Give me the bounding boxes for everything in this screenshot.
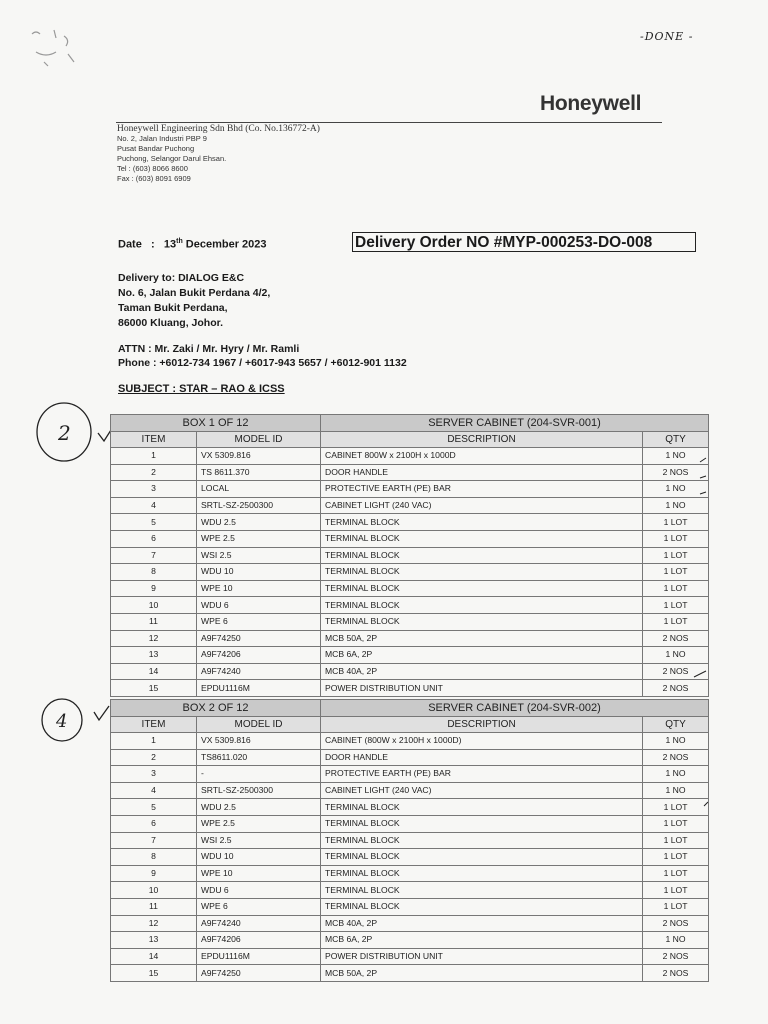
date-day-suffix: th [176, 238, 183, 245]
model-id-cell: WSI 2.5 [197, 547, 321, 564]
table-row [111, 915, 709, 932]
col-item-header: ITEM [111, 432, 197, 448]
table-row [111, 832, 709, 849]
item-number-cell: 6 [111, 530, 197, 547]
model-id-cell: TS 8611.370 [197, 464, 321, 481]
table-row [111, 547, 709, 564]
item-number-cell: 13 [111, 647, 197, 664]
item-number-cell: 5 [111, 514, 197, 531]
company-address-line: No. 2, Jalan Industri PBP 9 [117, 134, 207, 143]
table-row [111, 799, 709, 816]
col-item-header: ITEM [111, 717, 197, 733]
description-cell: TERMINAL BLOCK [321, 514, 643, 531]
description-cell: TERMINAL BLOCK [321, 564, 643, 581]
item-number-cell: 12 [111, 915, 197, 932]
item-number-cell: 15 [111, 680, 197, 697]
model-id-cell: A9F74206 [197, 647, 321, 664]
company-phone: Tel : (603) 8066 8600 [117, 164, 188, 173]
item-number-cell: 4 [111, 497, 197, 514]
box-label: BOX 1 OF 12 [111, 415, 321, 432]
item-number-cell: 11 [111, 898, 197, 915]
description-cell: POWER DISTRIBUTION UNIT [321, 680, 643, 697]
quantity-cell: 1 LOT [643, 882, 709, 899]
model-id-cell: VX 5309.816 [197, 448, 321, 465]
model-id-cell: WDU 6 [197, 597, 321, 614]
company-name: Honeywell Engineering Sdn Bhd (Co. No.136772-A) [117, 124, 320, 134]
description-cell: CABINET LIGHT (240 VAC) [321, 497, 643, 514]
cabinet-label: SERVER CABINET (204-SVR-002) [321, 700, 709, 717]
table-row [111, 448, 709, 465]
table-row [111, 865, 709, 882]
description-cell: CABINET LIGHT (240 VAC) [321, 782, 643, 799]
description-cell: MCB 50A, 2P [321, 965, 643, 982]
description-cell: TERMINAL BLOCK [321, 832, 643, 849]
scan-smudge [24, 24, 94, 70]
company-block [117, 124, 320, 184]
hand-check-icon [94, 706, 109, 720]
delivery-to-line: Delivery to: DIALOG E&C [118, 272, 245, 284]
item-number-cell: 1 [111, 448, 197, 465]
company-fax: Fax : (603) 8091 6909 [117, 174, 191, 183]
item-number-cell: 4 [111, 782, 197, 799]
quantity-cell: 1 NO [643, 766, 709, 783]
quantity-cell: 2 NOS [643, 630, 709, 647]
model-id-cell: TS8611.020 [197, 749, 321, 766]
description-cell: TERMINAL BLOCK [321, 613, 643, 630]
cabinet-label: SERVER CABINET (204-SVR-001) [321, 415, 709, 432]
table-row [111, 613, 709, 630]
date-row [118, 238, 267, 251]
item-number-cell: 3 [111, 481, 197, 498]
model-id-cell: EPDU1116M [197, 680, 321, 697]
box-label: BOX 2 OF 12 [111, 700, 321, 717]
hand-circle-2 [42, 699, 82, 741]
quantity-cell: 1 LOT [643, 815, 709, 832]
description-cell: DOOR HANDLE [321, 464, 643, 481]
model-id-cell: WDU 2.5 [197, 514, 321, 531]
table-row [111, 733, 709, 750]
quantity-cell: 1 LOT [643, 547, 709, 564]
quantity-cell: 1 LOT [643, 514, 709, 531]
box-2-body [111, 700, 709, 982]
description-cell: CABINET (800W x 2100H x 1000D) [321, 733, 643, 750]
delivery-address-line: Taman Bukit Perdana, [118, 302, 228, 314]
table-row [111, 898, 709, 915]
description-cell: PROTECTIVE EARTH (PE) BAR [321, 481, 643, 498]
model-id-cell: WDU 6 [197, 882, 321, 899]
model-id-cell: A9F74240 [197, 663, 321, 680]
item-number-cell: 5 [111, 799, 197, 816]
table-row [111, 782, 709, 799]
phone-line: Phone : +6012-734 1967 / +6017-943 5657 / +6012-901 1132 [118, 357, 407, 369]
box-2-table [110, 699, 709, 982]
description-cell: TERMINAL BLOCK [321, 580, 643, 597]
item-number-cell: 10 [111, 882, 197, 899]
quantity-cell: 1 LOT [643, 564, 709, 581]
description-cell: TERMINAL BLOCK [321, 530, 643, 547]
model-id-cell: WPE 6 [197, 613, 321, 630]
hand-circle-1 [37, 403, 91, 461]
item-number-cell: 8 [111, 564, 197, 581]
quantity-cell: 2 NOS [643, 948, 709, 965]
date-label: Date [118, 238, 142, 251]
description-cell: MCB 6A, 2P [321, 647, 643, 664]
table-row [111, 766, 709, 783]
quantity-cell: 1 NO [643, 782, 709, 799]
description-cell: MCB 50A, 2P [321, 630, 643, 647]
box-1-body [111, 415, 709, 697]
model-id-cell: A9F74240 [197, 915, 321, 932]
item-number-cell: 10 [111, 597, 197, 614]
item-number-cell: 15 [111, 965, 197, 982]
model-id-cell: LOCAL [197, 481, 321, 498]
item-number-cell: 14 [111, 663, 197, 680]
item-number-cell: 7 [111, 832, 197, 849]
quantity-cell: 1 NO [643, 481, 709, 498]
subject-line: SUBJECT : STAR – RAO & ICSS [118, 383, 285, 395]
table-row [111, 815, 709, 832]
attention-block [118, 342, 407, 370]
item-number-cell: 2 [111, 464, 197, 481]
item-number-cell: 2 [111, 749, 197, 766]
quantity-cell: 2 NOS [643, 749, 709, 766]
table-row [111, 481, 709, 498]
table-row [111, 663, 709, 680]
quantity-cell: 1 LOT [643, 898, 709, 915]
model-id-cell: WPE 2.5 [197, 530, 321, 547]
handwritten-done-note: -DONE - [640, 30, 694, 43]
description-cell: MCB 40A, 2P [321, 915, 643, 932]
quantity-cell: 1 LOT [643, 865, 709, 882]
model-id-cell: WPE 2.5 [197, 815, 321, 832]
model-id-cell: SRTL-SZ-2500300 [197, 497, 321, 514]
table-row [111, 464, 709, 481]
quantity-cell: 2 NOS [643, 680, 709, 697]
col-qty-header: QTY [643, 432, 709, 448]
delivery-address [118, 271, 270, 331]
col-model-header: MODEL ID [197, 717, 321, 733]
table-row [111, 680, 709, 697]
quantity-cell: 2 NOS [643, 464, 709, 481]
table-row [111, 630, 709, 647]
model-id-cell: SRTL-SZ-2500300 [197, 782, 321, 799]
quantity-cell: 1 NO [643, 932, 709, 949]
model-id-cell: A9F74206 [197, 932, 321, 949]
quantity-cell: 1 LOT [643, 799, 709, 816]
description-cell: POWER DISTRIBUTION UNIT [321, 948, 643, 965]
company-address-line: Puchong, Selangor Darul Ehsan. [117, 154, 227, 163]
table-row [111, 932, 709, 949]
company-address-line: Pusat Bandar Puchong [117, 144, 195, 153]
model-id-cell: WSI 2.5 [197, 832, 321, 849]
item-number-cell: 12 [111, 630, 197, 647]
item-number-cell: 7 [111, 547, 197, 564]
quantity-cell: 1 NO [643, 647, 709, 664]
item-number-cell: 11 [111, 613, 197, 630]
honeywell-logo: Honeywell [540, 92, 642, 115]
model-id-cell: EPDU1116M [197, 948, 321, 965]
item-number-cell: 9 [111, 580, 197, 597]
description-cell: PROTECTIVE EARTH (PE) BAR [321, 766, 643, 783]
table-row [111, 965, 709, 982]
header-rule [116, 122, 662, 123]
model-id-cell: A9F74250 [197, 965, 321, 982]
box-header-row [111, 700, 709, 717]
table-row [111, 580, 709, 597]
description-cell: TERMINAL BLOCK [321, 799, 643, 816]
description-cell: CABINET 800W x 2100H x 1000D [321, 448, 643, 465]
description-cell: MCB 6A, 2P [321, 932, 643, 949]
hand-circle-2-number: 4 [56, 711, 68, 732]
quantity-cell: 2 NOS [643, 663, 709, 680]
description-cell: TERMINAL BLOCK [321, 597, 643, 614]
item-number-cell: 3 [111, 766, 197, 783]
description-cell: TERMINAL BLOCK [321, 865, 643, 882]
table-row [111, 514, 709, 531]
quantity-cell: 1 LOT [643, 613, 709, 630]
item-number-cell: 9 [111, 865, 197, 882]
table-row [111, 849, 709, 866]
delivery-address-line: 86000 Kluang, Johor. [118, 317, 224, 329]
quantity-cell: 1 LOT [643, 530, 709, 547]
date-month-year: December 2023 [185, 238, 267, 251]
model-id-cell: WDU 2.5 [197, 799, 321, 816]
delivery-address-line: No. 6, Jalan Bukit Perdana 4/2, [118, 287, 271, 299]
description-cell: TERMINAL BLOCK [321, 547, 643, 564]
description-cell: DOOR HANDLE [321, 749, 643, 766]
quantity-cell: 1 LOT [643, 580, 709, 597]
model-id-cell: WDU 10 [197, 564, 321, 581]
description-cell: TERMINAL BLOCK [321, 882, 643, 899]
quantity-cell: 1 NO [643, 733, 709, 750]
model-id-cell: WPE 10 [197, 865, 321, 882]
col-model-header: MODEL ID [197, 432, 321, 448]
date-day: 13 [163, 238, 177, 251]
item-number-cell: 1 [111, 733, 197, 750]
hand-circle-1-number: 2 [58, 421, 71, 445]
col-qty-header: QTY [643, 717, 709, 733]
item-number-cell: 14 [111, 948, 197, 965]
quantity-cell: 2 NOS [643, 915, 709, 932]
table-row [111, 530, 709, 547]
box-header-row [111, 415, 709, 432]
quantity-cell: 1 LOT [643, 849, 709, 866]
quantity-cell: 2 NOS [643, 965, 709, 982]
date-separator: : [151, 238, 155, 251]
col-description-header: DESCRIPTION [321, 432, 643, 448]
table-row [111, 948, 709, 965]
item-number-cell: 13 [111, 932, 197, 949]
table-row [111, 882, 709, 899]
delivery-order-number: Delivery Order NO #MYP-000253-DO-008 [352, 232, 696, 252]
quantity-cell: 1 NO [643, 448, 709, 465]
model-id-cell: A9F74250 [197, 630, 321, 647]
column-header-row [111, 717, 709, 733]
item-number-cell: 8 [111, 849, 197, 866]
model-id-cell: - [197, 766, 321, 783]
attn-line: ATTN : Mr. Zaki / Mr. Hyry / Mr. Ramli [118, 343, 300, 355]
table-row [111, 647, 709, 664]
table-row [111, 564, 709, 581]
col-description-header: DESCRIPTION [321, 717, 643, 733]
description-cell: MCB 40A, 2P [321, 663, 643, 680]
model-id-cell: VX 5309.816 [197, 733, 321, 750]
quantity-cell: 1 NO [643, 497, 709, 514]
item-number-cell: 6 [111, 815, 197, 832]
table-row [111, 749, 709, 766]
column-header-row [111, 432, 709, 448]
description-cell: TERMINAL BLOCK [321, 849, 643, 866]
table-row [111, 597, 709, 614]
model-id-cell: WPE 10 [197, 580, 321, 597]
description-cell: TERMINAL BLOCK [321, 898, 643, 915]
quantity-cell: 1 LOT [643, 832, 709, 849]
box-1-table [110, 414, 709, 697]
model-id-cell: WPE 6 [197, 898, 321, 915]
table-row [111, 497, 709, 514]
description-cell: TERMINAL BLOCK [321, 815, 643, 832]
model-id-cell: WDU 10 [197, 849, 321, 866]
quantity-cell: 1 LOT [643, 597, 709, 614]
